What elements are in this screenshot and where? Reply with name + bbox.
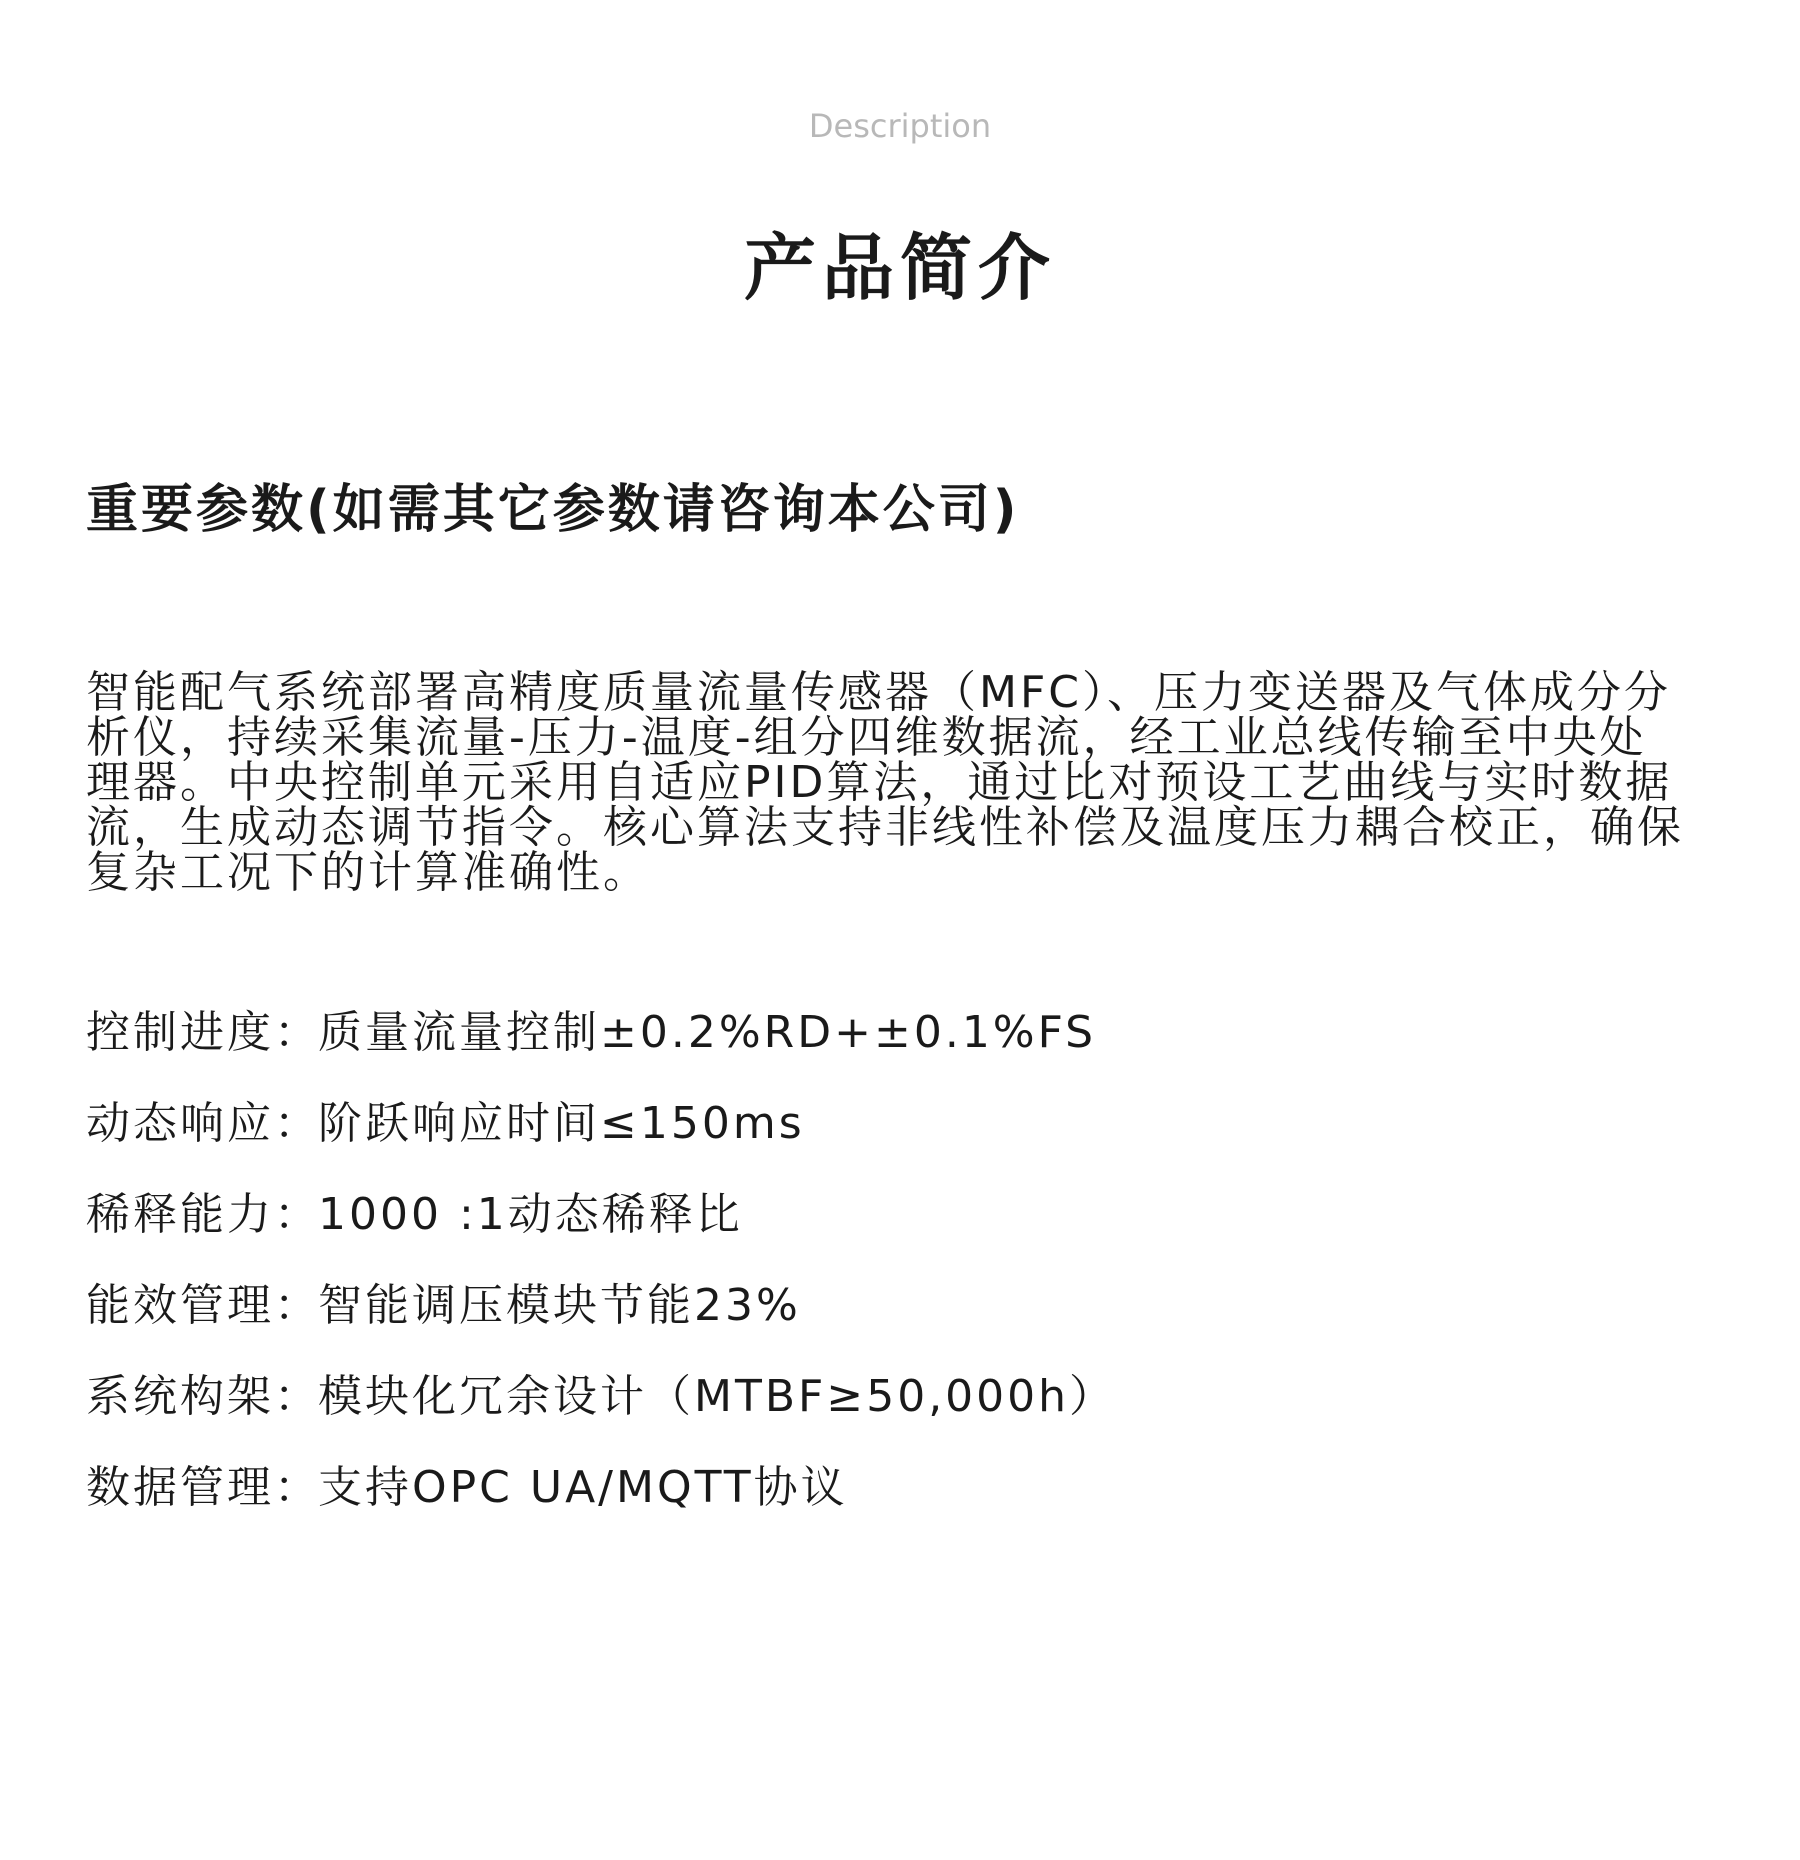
spec-label: 能效管理： [86,1279,321,1331]
spec-item-energy-management [86,1255,1726,1346]
spec-list [86,982,1726,1528]
parameters-heading: 重要参数(如需其它参数请咨询本公司) [86,480,1020,540]
page-title: 产品简介 [743,226,1056,310]
spec-item-dilution-capacity [86,1164,1726,1255]
spec-label: 动态响应： [86,1097,321,1149]
spec-value: 1000 :1动态稀释比 [318,1188,743,1240]
spec-value: 质量流量控制±0.2%RD+±0.1%FS [318,1006,1097,1058]
spec-label: 系统构架： [86,1370,321,1422]
section-subtitle: Description [808,107,992,145]
spec-value: 阶跃响应时间≤150ms [318,1097,805,1149]
spec-value: 模块化冗余设计（MTBF≥50,000h） [318,1370,1117,1422]
spec-item-control-accuracy [86,982,1726,1073]
spec-item-system-architecture [86,1346,1726,1437]
spec-label: 稀释能力： [86,1188,321,1240]
spec-item-data-management [86,1437,1726,1528]
spec-label: 控制进度： [86,1006,321,1058]
spec-value: 智能调压模块节能23% [318,1279,801,1331]
spec-label: 数据管理： [86,1461,321,1513]
intro-paragraph: 智能配气系统部署高精度质量流量传感器（MFC）、压力变送器及气体成分分析仪，持续采集流量-压力-温度-组分四维数据流，经工业总线传输至中央处理器。中央控制单元采用自适应PID算法，通过比对预设工艺曲线与实时数据流，生成动态调节指令。核心算法支持非线性补偿及温度压力耦合校正，确保复杂工况下的计算准确性。 [86,667,1684,898]
spec-value: 支持OPC UA/MQTT协议 [318,1461,848,1513]
spec-item-dynamic-response [86,1073,1726,1164]
